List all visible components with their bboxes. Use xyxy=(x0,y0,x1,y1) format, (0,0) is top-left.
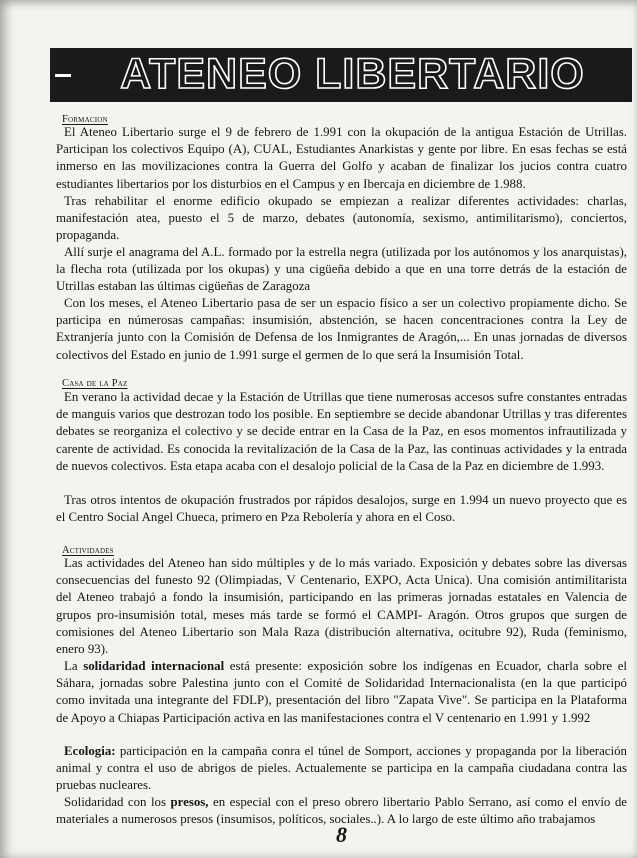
paragraph: En verano la actividad decae y la Estación de Utrillas que tiene numerosas accesos sufre constantes entradas de manguis varios que destrozan todo los posible. En septiembre se decide abandonar Utrillas y tras diferentes debates se reorganiza el colectivo y se decide entrar en la Casa de la Paz, en esos momentos infrautilizada y carente de actividad. Es conocida la revitalización de la Casa de la Paz, las continuas actividades y la entrada de nuevos colectivos. Esta etapa acaba con el desalojo policial de la Casa de la Paz en diciembre de 1.993. xyxy=(56,390,627,473)
paragraph: Tras rehabilitar el enorme edificio okupado se empiezan a realizar diferentes actividades: charlas, manifestación atea, puesto el 5 de marzo, debates (autonomía, sexismo, antimilitarismo), conciertos, propaganda. xyxy=(56,194,627,243)
paragraph: Las actividades del Ateneo han sido múltiples y de lo más variado. Exposición y debates sobre las diversas consecuencias del funesto 92 (Olimpiadas, V Centenario, EXPO, Acta Unica). Una comisión antimilitarista del Ateneo trabajó a fondo la insumisión, participando en las primeras jornadas estatales en Valencia de grupos pro-insumisión total, meses más tarde se formó el CAMPI- Aragón. Otros grupos que surgen de comisiones del Ateneo Libertario son Mala Raza (distribución alternativa, ocitubre 92), Ruda (feminismo, enero 93). xyxy=(56,556,627,657)
text-run: Solidaridad con los xyxy=(64,795,171,809)
paragraph-ecologia xyxy=(56,743,627,795)
text-run: está presente: exposición sobre los indígenas en Ecuador, charla sobre el Sáhara, jornadas sobre Palestina junto con el Comité de Solidaridad Internacionalista (en la que participó como invitada una integrante del FDLP), presentación del libro "Zapata Vive". Se participa en la Plataforma de Apoyo a Chiapas Participación activa en las manifestaciones contra el V centenario en 1.991 y 1.992 xyxy=(56,659,628,725)
paragraph-solidaridad xyxy=(56,658,627,727)
section-heading-casa-de-la-paz: Casa de la Paz xyxy=(62,378,128,389)
text-run: en especial con el preso obrero libertario Pablo Serrano, así como el envío de materiales a numerosos presos (insumisos, políticos, sociales..). A lo largo de este último año trabajamos xyxy=(56,795,627,827)
bold-term: solidaridad internacional xyxy=(83,659,225,673)
section-heading-formacion: Formacion xyxy=(62,114,108,125)
bold-term: Ecologia: xyxy=(64,744,116,758)
paragraph: Allí surje el anagrama del A.L. formado por la estrella negra (utilizada por los autónomos y los anarquistas), la flecha rota (utilizada por los okupas) y una cigüeña debido a que en una torre detrás de la estación de Utrillas estaban las últimas cigüeñas de Zaragoza xyxy=(56,245,627,294)
page-number: 8 xyxy=(336,822,347,847)
text-run: La xyxy=(64,659,84,673)
banner-dash xyxy=(55,74,71,77)
section-heading-actividades: Actividades xyxy=(62,545,114,556)
paragraph: Con los meses, el Ateneo Libertario pasa de ser un espacio físico a ser un colectivo propiamente dicho. Se participa en númerosas campañas: insumisión, abstención, se hacen concentraciones contra la Ley de Extranjería junto con la Comisión de Defensa de los Inmigrantes de Aragón,... En unas jornadas de diversos colectivos del Estado en junio de 1.991 surge el germen de lo que será la Insumisión Total. xyxy=(56,296,627,362)
bold-term: presos, xyxy=(170,795,209,809)
text-run: participación en la campaña conra el túnel de Somport, acciones y propaganda por la liberación animal y contra el uso de abrigos de pieles. Actualemente se participa en la campaña ciudadana contra las pruebas nucleares. xyxy=(56,744,627,793)
paragraph: El Ateneo Libertario surge el 9 de febrero de 1.991 con la okupación de la antigua Estación de Utrillas. Participan los colectivos Equipo (A), CUAL, Estudiantes Anarkistas y gente por libre. En esas fechas se está inmerso en las movilizaciones contra la Guerra del Golfo y acaban de finalizar los jucios contra cuatro estudiantes libertarios por los disturbios en el Campus y en Ibercaja en diciembre de 1.988. xyxy=(56,125,627,191)
paragraph: Tras otros intentos de okupación frustrados por rápidos desalojos, surge en 1.994 un nuevo proyecto que es el Centro Social Angel Chueca, primero en Pza Rebolería y ahora en el Coso. xyxy=(56,493,627,525)
page-title: ATENEO LIBERTARIO xyxy=(120,50,585,98)
